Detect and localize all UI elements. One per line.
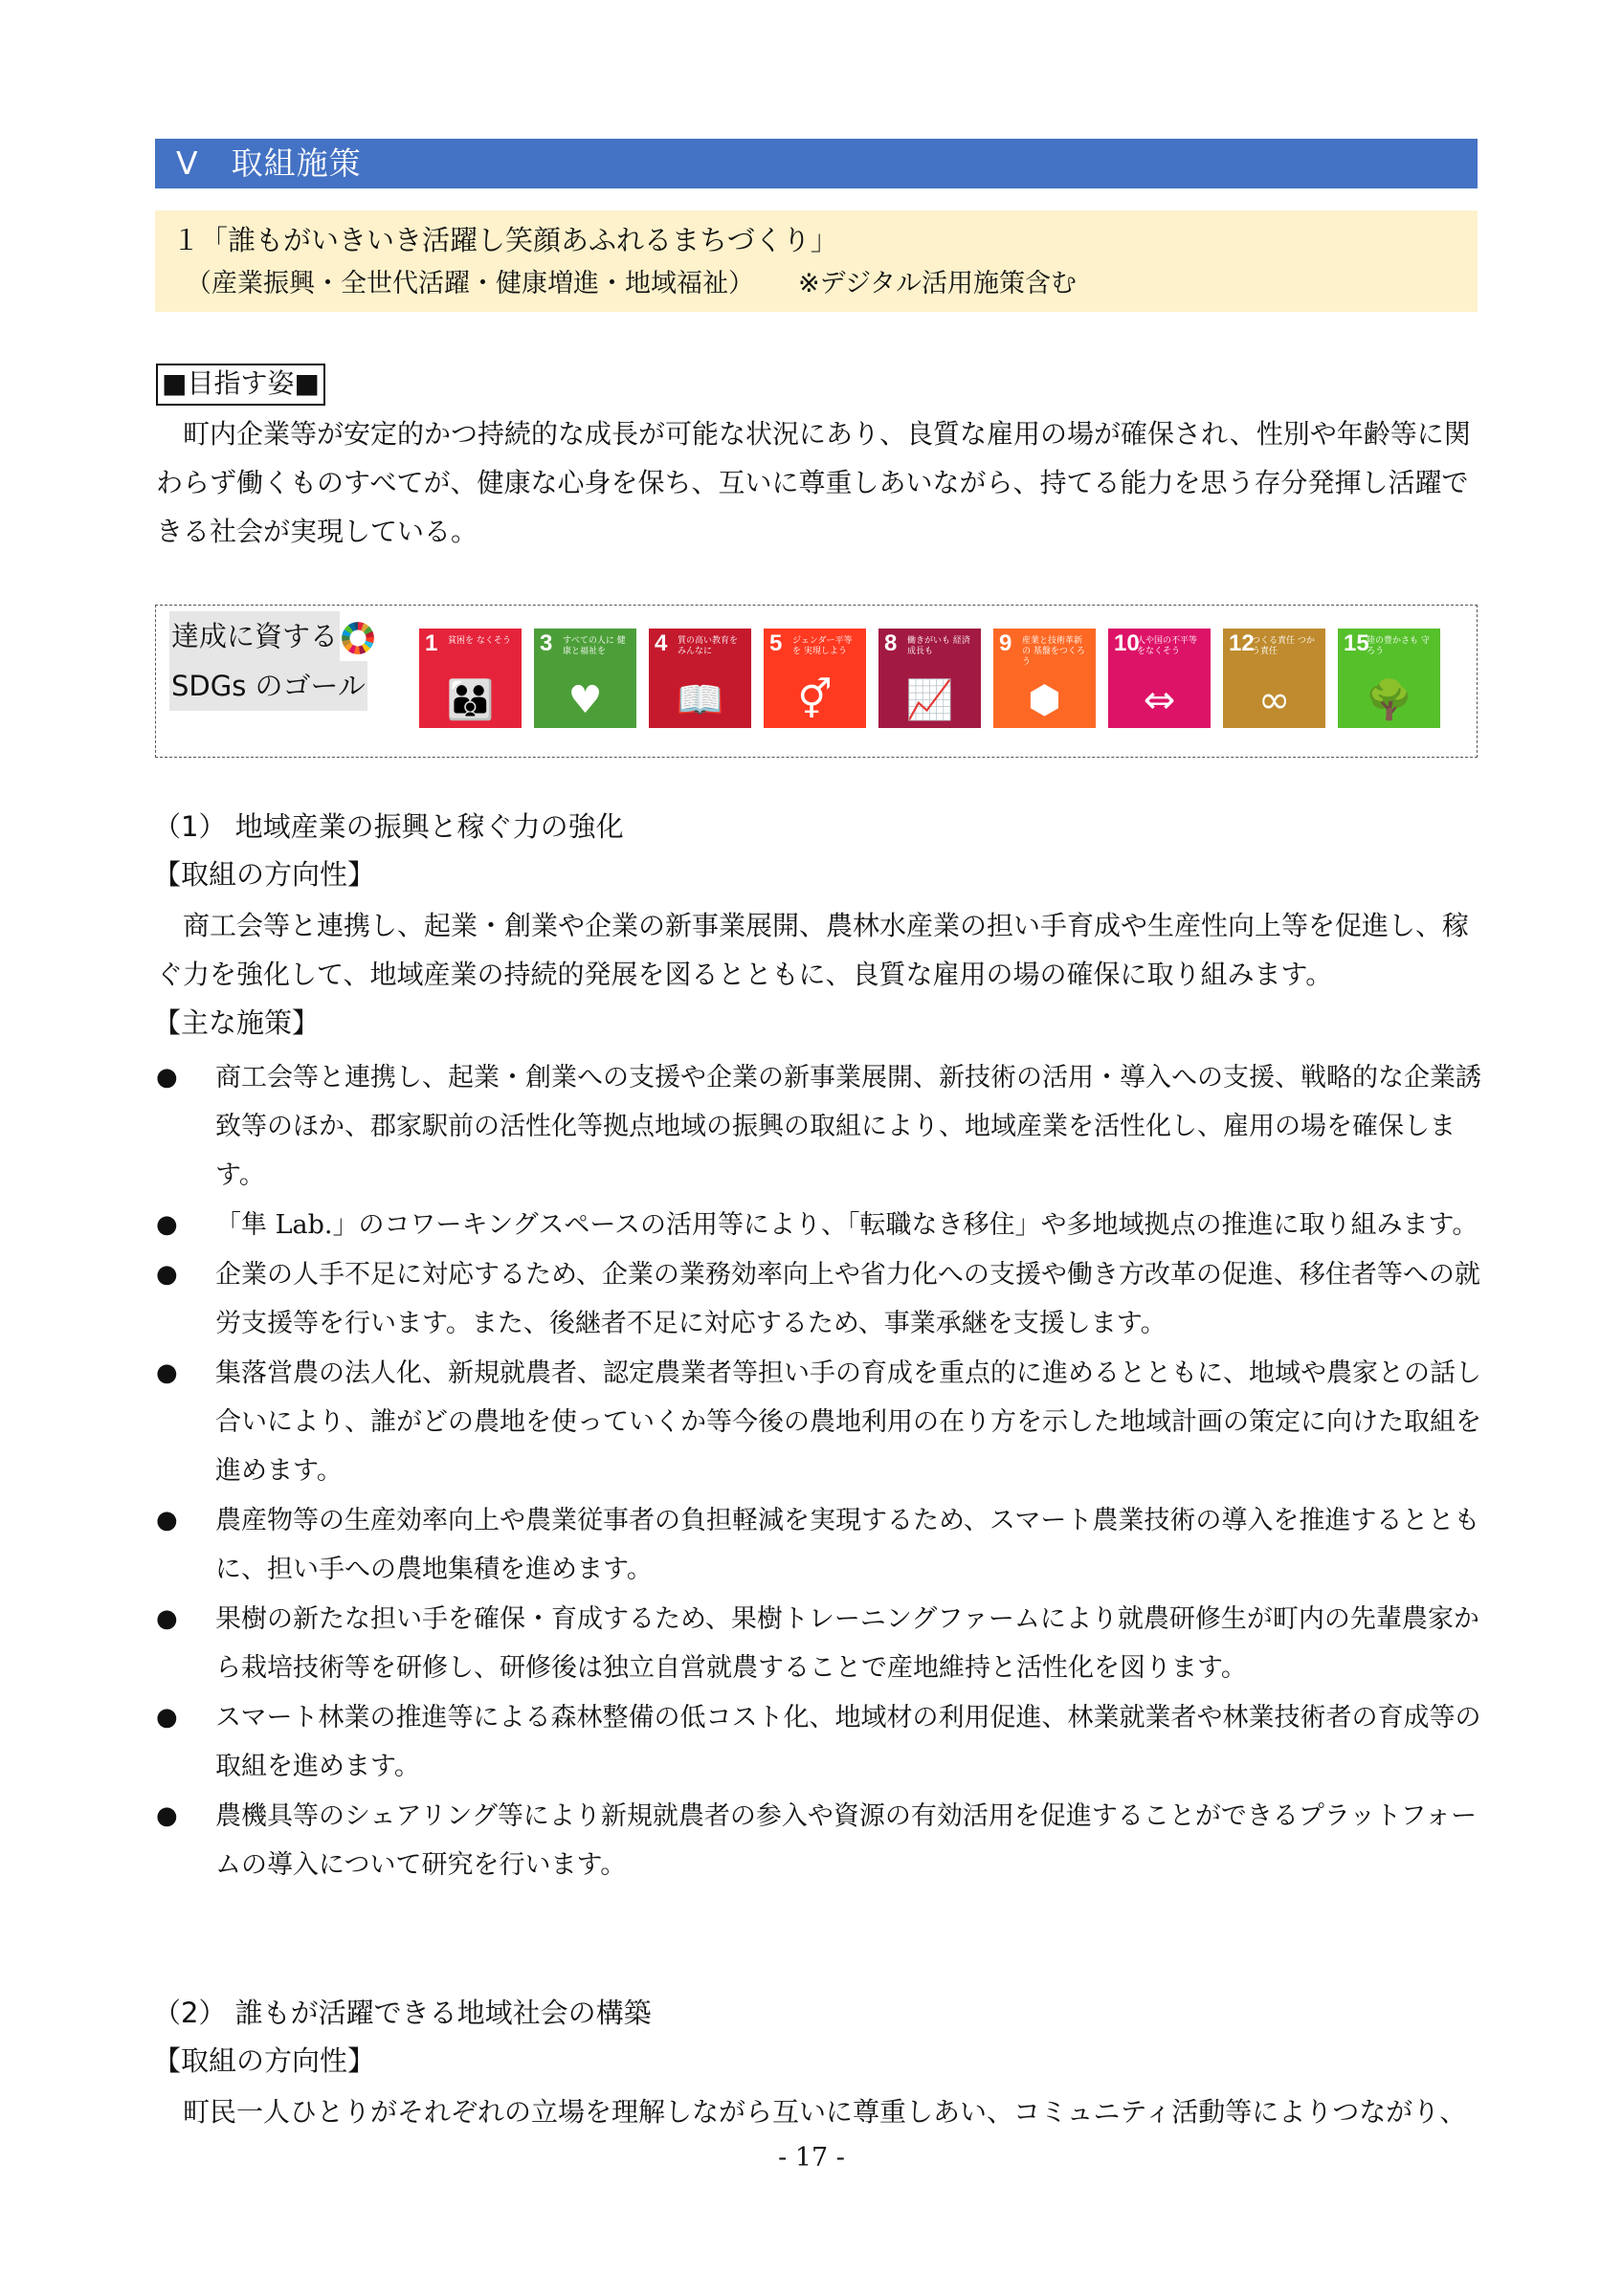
chapter-heading: Ⅴ 取組施策 [155, 139, 1478, 188]
gender-icon: ⚥ [797, 678, 833, 722]
theme-note: ※デジタル活用施策含む [798, 269, 1078, 298]
cubes-icon: ⬢ [1028, 678, 1061, 722]
goal-label: ■目指す姿■ [156, 364, 325, 406]
bullet-icon: ● [156, 1063, 178, 1092]
growth-chart-icon: 📈 [905, 678, 954, 722]
sdg-goal-label: 人や国の不平等 をなくそう [1137, 636, 1198, 656]
list-item [156, 1693, 1496, 1791]
bullet-icon: ● [156, 1260, 178, 1289]
sdg-goal-number: 9 [999, 630, 1012, 656]
equality-icon: ⇔ [1143, 678, 1176, 722]
sdg-goal-number: 8 [884, 630, 898, 656]
sdg-goal-12 [1223, 629, 1325, 728]
sdgs-caption-line1: 達成に資する [169, 611, 340, 661]
section1-measures-label: 【主な施策】 [153, 1006, 321, 1039]
sdg-goal-3 [534, 629, 636, 728]
section2-direction-label: 【取組の方向性】 [153, 2044, 376, 2077]
list-item [156, 1496, 1496, 1594]
section1-direction-label: 【取組の方向性】 [153, 858, 376, 891]
section2-direction-text: 町民一人ひとりがそれぞれの立場を理解しながら互いに尊重しあい、コミュニティ活動等によりつながり、 [183, 2096, 1467, 2128]
measure-text: スマート林業の推進等による森林整備の低コスト化、地域材の利用促進、林業就業者や林業技術者の育成等の取組を進めます。 [215, 1703, 1481, 1781]
section1-measures-list [156, 1053, 1496, 1890]
people-icon: 👪 [446, 678, 495, 722]
sdg-goal-label: 産業と技術革新の 基盤をつくろう [1022, 636, 1085, 667]
measure-text: 農産物等の生産効率向上や農業従事者の負担軽減を実現するため、スマート農業技術の導入を推進するとともに、担い手への農地集積を進めます。 [215, 1506, 1480, 1584]
sdg-goal-number: 5 [769, 630, 783, 656]
sdg-goal-number: 4 [655, 630, 668, 656]
bullet-icon: ● [156, 1358, 178, 1387]
sdgs-caption [169, 611, 374, 711]
sdgs-caption-line2: SDGs のゴール [169, 661, 367, 711]
heartbeat-icon: ♥ [567, 678, 603, 722]
bullet-icon: ● [156, 1801, 178, 1830]
list-item [156, 1053, 1496, 1200]
theme-subtitle: （産業振興・全世代活躍・健康増進・地域福祉） [186, 269, 754, 298]
section1-heading: （1） 地域産業の振興と稼ぐ力の強化 [153, 810, 624, 843]
sdg-goal-label: つくる責任 つかう責任 [1252, 636, 1315, 656]
sdgs-goal-tiles [419, 629, 1453, 728]
measure-text: 集落営農の法人化、新規就農者、認定農業者等担い手の育成を重点的に進めるとともに、地域や農家との話し合いにより、誰がどの農地を使っていくか等今後の農地利用の在り方を示した地域計画の策定に向けた取組を進めます。 [215, 1358, 1481, 1486]
sdg-goal-10 [1108, 629, 1211, 728]
sdg-goal-15 [1338, 629, 1440, 728]
section1-direction-text: 商工会等と連携し、起業・創業や企業の新事業展開、農林水産業の担い手育成や生産性向上等を促進し、稼ぐ力を強化して、地域産業の持続的発展を図るとともに、良質な雇用の場の確保に取り組みます。 [156, 910, 1470, 990]
theme-box [155, 210, 1478, 312]
sdg-goal-label: 質の高い教育を みんなに [678, 636, 739, 656]
sdg-goal-4 [649, 629, 751, 728]
sdgs-box [155, 605, 1478, 758]
sdg-goal-number: 15 [1344, 630, 1369, 656]
sdg-goal-number: 3 [540, 630, 553, 656]
sdg-goal-9 [993, 629, 1096, 728]
sdg-goal-label: 貧困を なくそう [448, 636, 511, 646]
sdg-goal-1 [419, 629, 522, 728]
list-item [156, 1201, 1496, 1249]
page-number: - 17 - [778, 2143, 845, 2173]
sdg-goal-label: 陸の豊かさも 守ろう [1367, 636, 1430, 656]
bullet-icon: ● [156, 1703, 178, 1732]
theme-title: １「誰もがいきいき活躍し笑顔あふれるまちづくり」 [172, 224, 838, 256]
goal-text: 町内企業等が安定的かつ持続的な成長が可能な状況にあり、良質な雇用の場が確保され、性別や年齢等に関わらず働くものすべてが、健康な心身を保ち、互いに尊重しあいながら、持てる能力を思う存分発揮し活躍できる社会が実現している。 [156, 418, 1471, 547]
sdg-goal-8 [878, 629, 981, 728]
sdg-goal-number: 1 [425, 630, 438, 656]
infinity-icon: ∞ [1257, 678, 1291, 722]
bullet-icon: ● [156, 1506, 178, 1534]
sdgs-wheel-icon [342, 622, 374, 654]
sdg-goal-number: 12 [1229, 630, 1255, 656]
tree-icon: 🌳 [1365, 678, 1413, 722]
book-icon: 📖 [676, 678, 724, 722]
list-item [156, 1349, 1496, 1495]
theme-subtitle-line [172, 262, 1478, 306]
sdg-goal-label: ジェンダー平等を 実現しよう [792, 636, 853, 656]
measure-text: 商工会等と連携し、起業・創業への支援や企業の新事業展開、新技術の活用・導入への支援、戦略的な企業誘致等のほか、郡家駅前の活性化等拠点地域の振興の取組により、地域産業を活性化し、雇用の場を確保します。 [215, 1063, 1481, 1190]
measure-text: 農機具等のシェアリング等により新規就農者の参入や資源の有効活用を促進することができるプラットフォームの導入について研究を行います。 [215, 1801, 1478, 1880]
sdg-goal-number: 10 [1114, 630, 1140, 656]
measure-text: 「隼 Lab.」のコワーキングスペースの活用等により、「転職なき移住」や多地域拠点の推進に取り組みます。 [215, 1210, 1478, 1240]
list-item [156, 1792, 1496, 1889]
section2-heading: （2） 誰もが活躍できる地域社会の構築 [153, 1997, 652, 2029]
sdg-goal-label: 働きがいも 経済成長も [907, 636, 970, 656]
list-item [156, 1595, 1496, 1692]
sdg-goal-label: すべての人に 健康と福祉を [563, 636, 626, 656]
list-item [156, 1250, 1496, 1348]
bullet-icon: ● [156, 1604, 178, 1633]
bullet-icon: ● [156, 1210, 178, 1239]
measure-text: 企業の人手不足に対応するため、企業の業務効率向上や省力化への支援や働き方改革の促進、移住者等への就労支援等を行います。また、後継者不足に対応するため、事業承継を支援します。 [215, 1260, 1480, 1338]
measure-text: 果樹の新たな担い手を確保・育成するため、果樹トレーニングファームにより就農研修生が町内の先輩農家から栽培技術等を研修し、研修後は独立自営就農することで産地維持と活性化を図ります。 [215, 1604, 1479, 1683]
sdg-goal-5 [764, 629, 866, 728]
